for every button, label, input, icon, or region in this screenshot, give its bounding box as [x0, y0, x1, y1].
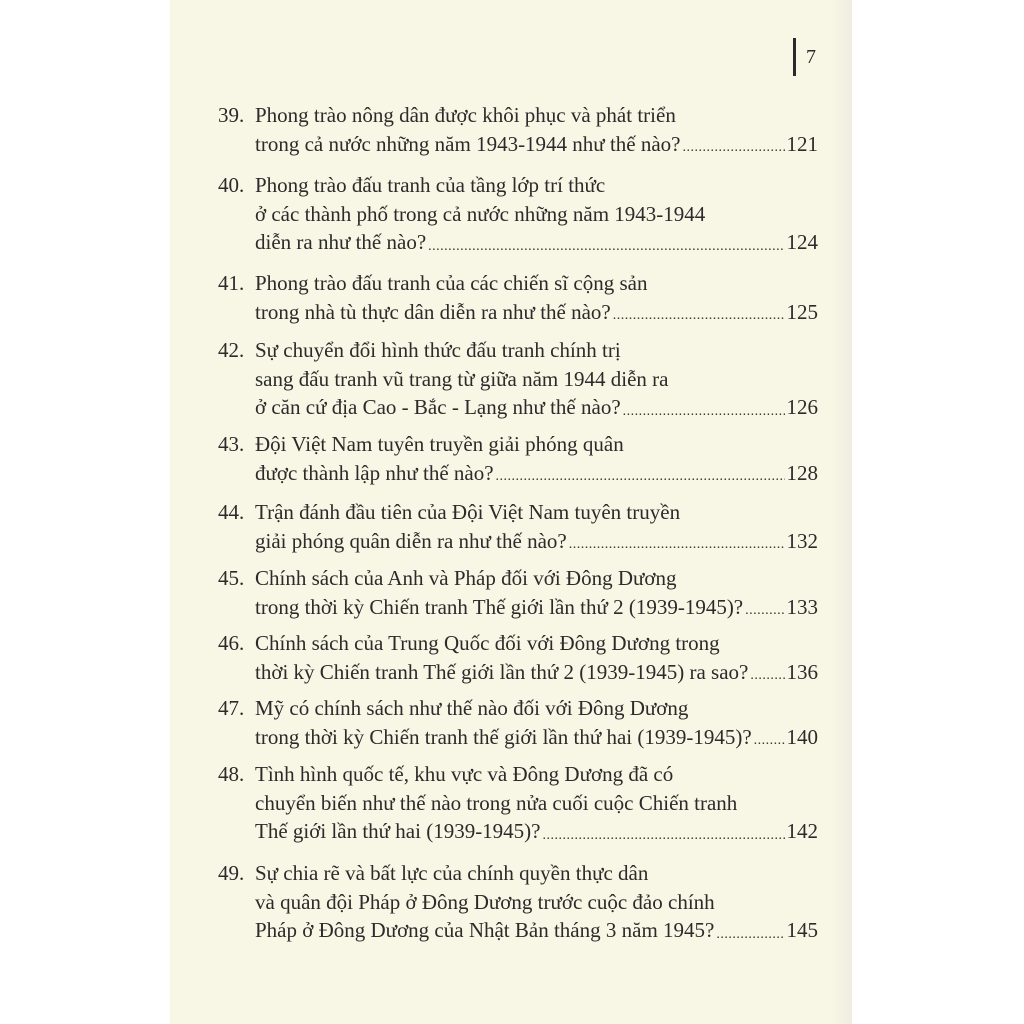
toc-line	[218, 336, 818, 365]
entry-number: 46.	[218, 631, 245, 655]
toc-entry	[218, 269, 818, 326]
toc-line	[218, 430, 818, 459]
entry-number: 44.	[218, 500, 245, 524]
entry-text: và quân đội Pháp ở Đông Dương trước cuộc đảo chính	[255, 889, 715, 914]
entry-text: ở các thành phố trong cả nước những năm 1943-1944	[255, 201, 706, 226]
toc-entry	[218, 336, 818, 422]
toc-line	[218, 694, 818, 723]
dot-leader	[496, 459, 785, 488]
toc-line	[218, 859, 818, 888]
entry-page-number: 136	[786, 659, 818, 684]
dot-leader	[569, 527, 785, 556]
toc-line	[218, 789, 818, 818]
entry-page-number: 140	[786, 724, 818, 749]
entry-text: giải phóng quân diễn ra như thế nào?	[255, 528, 567, 553]
toc-entry	[218, 498, 818, 555]
toc-line	[218, 629, 818, 658]
page-number: 7	[806, 46, 816, 68]
toc-line	[218, 200, 818, 229]
entry-text: Sự chuyển đổi hình thức đấu tranh chính trị	[255, 338, 621, 362]
entry-text: trong thời kỳ Chiến tranh Thế giới lần thứ 2 (1939-1945)?	[255, 594, 744, 619]
toc-line	[218, 130, 818, 159]
toc-line	[218, 171, 818, 200]
toc-line	[218, 888, 818, 917]
entry-page-number: 125	[786, 299, 818, 324]
entry-page-number: 121	[786, 131, 818, 156]
entry-text: Đội Việt Nam tuyên truyền giải phóng quân	[255, 432, 624, 456]
entry-text: Chính sách của Trung Quốc đối với Đông Dương trong	[255, 631, 720, 655]
toc-entry	[218, 859, 818, 945]
toc-line	[218, 658, 818, 687]
toc-line	[218, 817, 818, 846]
dot-leader	[683, 130, 785, 159]
toc-line	[218, 393, 818, 422]
dot-leader	[543, 817, 785, 846]
page-number-bar	[793, 38, 796, 76]
toc-entry	[218, 694, 818, 751]
entry-text: ở căn cứ địa Cao - Bắc - Lạng như thế nào?	[255, 395, 621, 419]
entry-page-number: 128	[786, 460, 818, 485]
toc-line	[218, 498, 818, 527]
entry-page-number: 132	[786, 528, 818, 553]
toc-line	[218, 916, 818, 945]
entry-text: Trận đánh đầu tiên của Đội Việt Nam tuyên truyền	[255, 500, 681, 524]
toc-line	[218, 760, 818, 789]
toc-line	[218, 593, 818, 622]
entry-text: Thế giới lần thứ hai (1939-1945)?	[255, 819, 541, 843]
entry-number: 43.	[218, 432, 245, 456]
toc-line	[218, 298, 818, 327]
entry-text: Tình hình quốc tế, khu vực và Đông Dương đã có	[255, 762, 674, 786]
entry-number: 41.	[218, 271, 245, 295]
entry-text: được thành lập như thế nào?	[255, 460, 494, 485]
entry-number: 49.	[218, 861, 245, 885]
toc-line	[218, 564, 818, 593]
entry-text: trong thời kỳ Chiến tranh thế giới lần thứ hai (1939-1945)?	[255, 724, 752, 749]
dot-leader	[745, 593, 784, 622]
toc-entry	[218, 101, 818, 158]
entry-page-number: 145	[786, 918, 818, 942]
entry-text: Pháp ở Đông Dương của Nhật Bản tháng 3 năm 1945?	[255, 918, 715, 942]
toc-entry	[218, 760, 818, 846]
entry-text: Sự chia rẽ và bất lực của chính quyền thực dân	[255, 861, 649, 885]
dot-leader	[623, 393, 785, 422]
toc-entry	[218, 629, 818, 686]
dot-leader	[750, 658, 784, 687]
toc-line	[218, 269, 818, 298]
toc-line	[218, 459, 818, 488]
entry-text: diễn ra như thế nào?	[255, 230, 427, 254]
toc-line	[218, 228, 818, 257]
page-edge	[830, 0, 852, 1024]
entry-page-number: 142	[786, 819, 818, 843]
toc-entry	[218, 171, 818, 257]
entry-number: 48.	[218, 762, 245, 786]
toc-line	[218, 527, 818, 556]
toc-entry	[218, 564, 818, 621]
entry-number: 47.	[218, 696, 245, 720]
dot-leader	[428, 228, 784, 257]
entry-number: 42.	[218, 338, 245, 362]
entry-text: trong nhà tù thực dân diễn ra như thế nào?	[255, 299, 611, 324]
entry-text: Chính sách của Anh và Pháp đối với Đông Dương	[255, 566, 677, 590]
entry-text: sang đấu tranh vũ trang từ giữa năm 1944 diễn ra	[255, 366, 669, 391]
dot-leader	[754, 723, 785, 752]
entry-page-number: 124	[786, 230, 818, 254]
entry-page-number: 126	[786, 395, 818, 419]
entry-text: Phong trào nông dân được khôi phục và phát triển	[255, 103, 676, 127]
entry-number: 39.	[218, 103, 245, 127]
toc-entry	[218, 430, 818, 487]
entry-text: trong cả nước những năm 1943-1944 như thế nào?	[255, 131, 681, 156]
entry-number: 40.	[218, 173, 245, 197]
entry-text: Phong trào đấu tranh của tầng lớp trí thức	[255, 173, 606, 197]
entry-text: chuyển biến như thế nào trong nửa cuối cuộc Chiến tranh	[255, 790, 738, 815]
toc-line	[218, 101, 818, 130]
entry-text: Phong trào đấu tranh của các chiến sĩ cộng sản	[255, 271, 648, 295]
toc-line	[218, 365, 818, 394]
entry-text: thời kỳ Chiến tranh Thế giới lần thứ 2 (1939-1945) ra sao?	[255, 659, 749, 684]
entry-text: Mỹ có chính sách như thế nào đối với Đông Dương	[255, 696, 689, 720]
toc-line	[218, 723, 818, 752]
dot-leader	[613, 298, 785, 327]
entry-page-number: 133	[786, 594, 818, 619]
dot-leader	[716, 916, 784, 945]
entry-number: 45.	[218, 566, 245, 590]
